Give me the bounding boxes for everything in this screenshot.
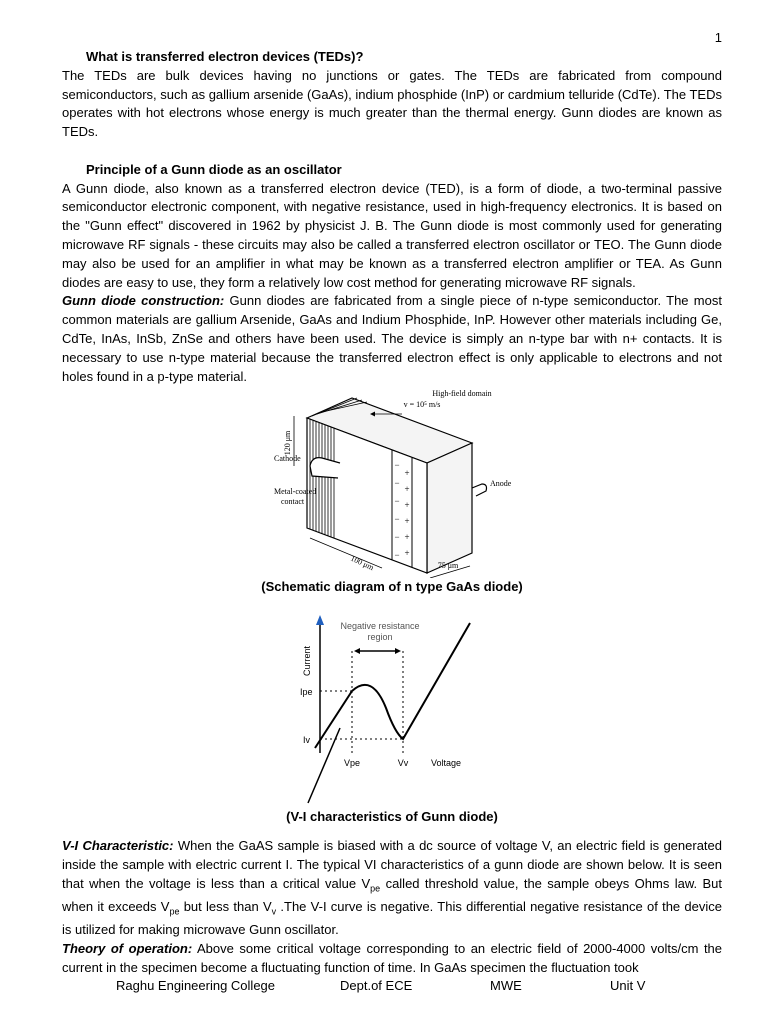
construction-text: Gunn diodes are fabricated from a single piece of n-type semiconductor. The most common materials are gallium Arsenide, GaAs and Indium Phosphide, InP. However other materials including Ge, CdTe, InAs, InSb, ZnSe and others have been used. The device is simply an n-type bar with n+ contacts. It is necessary to use n-type material because the transferred electron effect is only applicable to electrons and not holes found in a p-type material. [62, 293, 722, 384]
construction-label: Gunn diode construction: [62, 293, 225, 309]
ted-heading: What is transferred electron devices (TEDs)? [86, 49, 364, 64]
label-current: Current [302, 646, 312, 677]
label-high-field: High-field domain [432, 389, 492, 399]
gaas-diode-figure [62, 388, 722, 578]
vi-figure [62, 613, 722, 808]
theory-paragraph [62, 940, 722, 978]
svg-text:−: − [394, 532, 400, 543]
theory-label: Theory of operation: [62, 941, 193, 957]
document-body [62, 48, 722, 978]
svg-text:−: − [394, 496, 400, 507]
label-neg-1: Negative resistance [340, 621, 420, 632]
footer-unit: Unit V [610, 978, 646, 993]
svg-text:−: − [394, 550, 400, 561]
label-vv: Vv [397, 758, 409, 769]
footer-dept: Dept.of ECE [340, 978, 413, 993]
vi-label: V-I Characteristic: [62, 837, 174, 853]
label-width: 75 μm [437, 561, 459, 571]
label-metal-2: contact [281, 497, 305, 507]
footer-college: Raghu Engineering College [116, 978, 276, 993]
vi-paragraph: V-I Characteristic: When the GaAS sample is biased with a dc source of voltage V, an electric field is generated inside the sample with electric current I. The typical VI characteristics of a gunn diode are shown below. It is seen that when the voltage is less than a critical value $V_{pe}$ called threshold value, the sample obeys Ohms law. But when it exceeds $V_{pe}$ but less than $V_v$ .The V-I curve is negative. This differential negative resistance of the device is utilized for making microwave Gunn oscillator. [62, 837, 722, 938]
label-metal-1: Metal-coated [274, 487, 317, 497]
svg-text:−: − [394, 478, 400, 489]
svg-text:+: + [404, 548, 410, 559]
label-thickness: 120 μm [283, 431, 292, 456]
anode-wire [472, 484, 487, 496]
footer-subject: MWE [490, 978, 522, 993]
page-number: 1 [714, 30, 722, 45]
svg-text:+: + [404, 500, 410, 511]
label-voltage: Voltage [430, 758, 462, 769]
ted-paragraph: The TEDs are bulk devices having no junctions or gates. The TEDs are fabricated from compound semiconductors, such as gallium arsenide (GaAs), indium phosphide (InP) or cardmium telluride (CdTe). The TEDs operates with hot electrons whose energy is much greater than the thermal energy. Gunn diodes are known as TEDs. [62, 67, 722, 140]
svg-text:−: − [394, 514, 400, 525]
label-length: 100 μm [349, 553, 376, 573]
label-iv: Iv [303, 735, 311, 746]
gunn-heading: Principle of a Gunn diode as an oscillator [86, 161, 342, 177]
svg-text:+: + [404, 468, 410, 479]
construction-paragraph [62, 292, 722, 386]
y-axis-arrow [316, 615, 324, 625]
label-neg-2: region [367, 632, 393, 643]
block-right-face [427, 443, 472, 573]
label-ipe: Ipe [300, 687, 313, 698]
label-vpe: Vpe [343, 758, 361, 769]
figure2-caption: (V-I characteristics of Gunn diode) [286, 809, 498, 825]
label-anode: Anode [490, 479, 512, 489]
vi-characteristics-chart [300, 613, 500, 808]
gaas-diode-diagram [272, 388, 512, 578]
gunn-paragraph: A Gunn diode, also known as a transferred electron device (TED), is a form of diode, a two-terminal passive semiconductor electronic component, with negative resistance, used in high-frequency electronics. It is based on the "Gunn effect" discovered in 1962 by physicist J. B. The Gunn diode is most commonly used for generating microwave RF signals - these circuits may also be called a transferred electron oscillator or TEO. The Gunn diode may also be used for an amplifier in what may be known as a transferred electron amplifier or TEA. As Gunn diodes are easy to use, they form a relatively low cost method for generating microwave RF signals. [62, 180, 722, 290]
svg-text:+: + [404, 516, 410, 527]
figure1-caption: (Schematic diagram of n type GaAs diode) [261, 579, 523, 595]
svg-text:+: + [404, 532, 410, 543]
svg-text:−: − [394, 460, 400, 471]
svg-text:+: + [404, 484, 410, 495]
label-velocity: v = 10⁵ m/s [403, 400, 441, 410]
theory-text: Above some critical voltage corresponding to an electric field of 2000-4000 volts/cm the current in the specimen become a fluctuating function of time. In GaAs specimen the fluctuation took [62, 941, 723, 975]
label-cathode: Cathode [274, 454, 301, 464]
